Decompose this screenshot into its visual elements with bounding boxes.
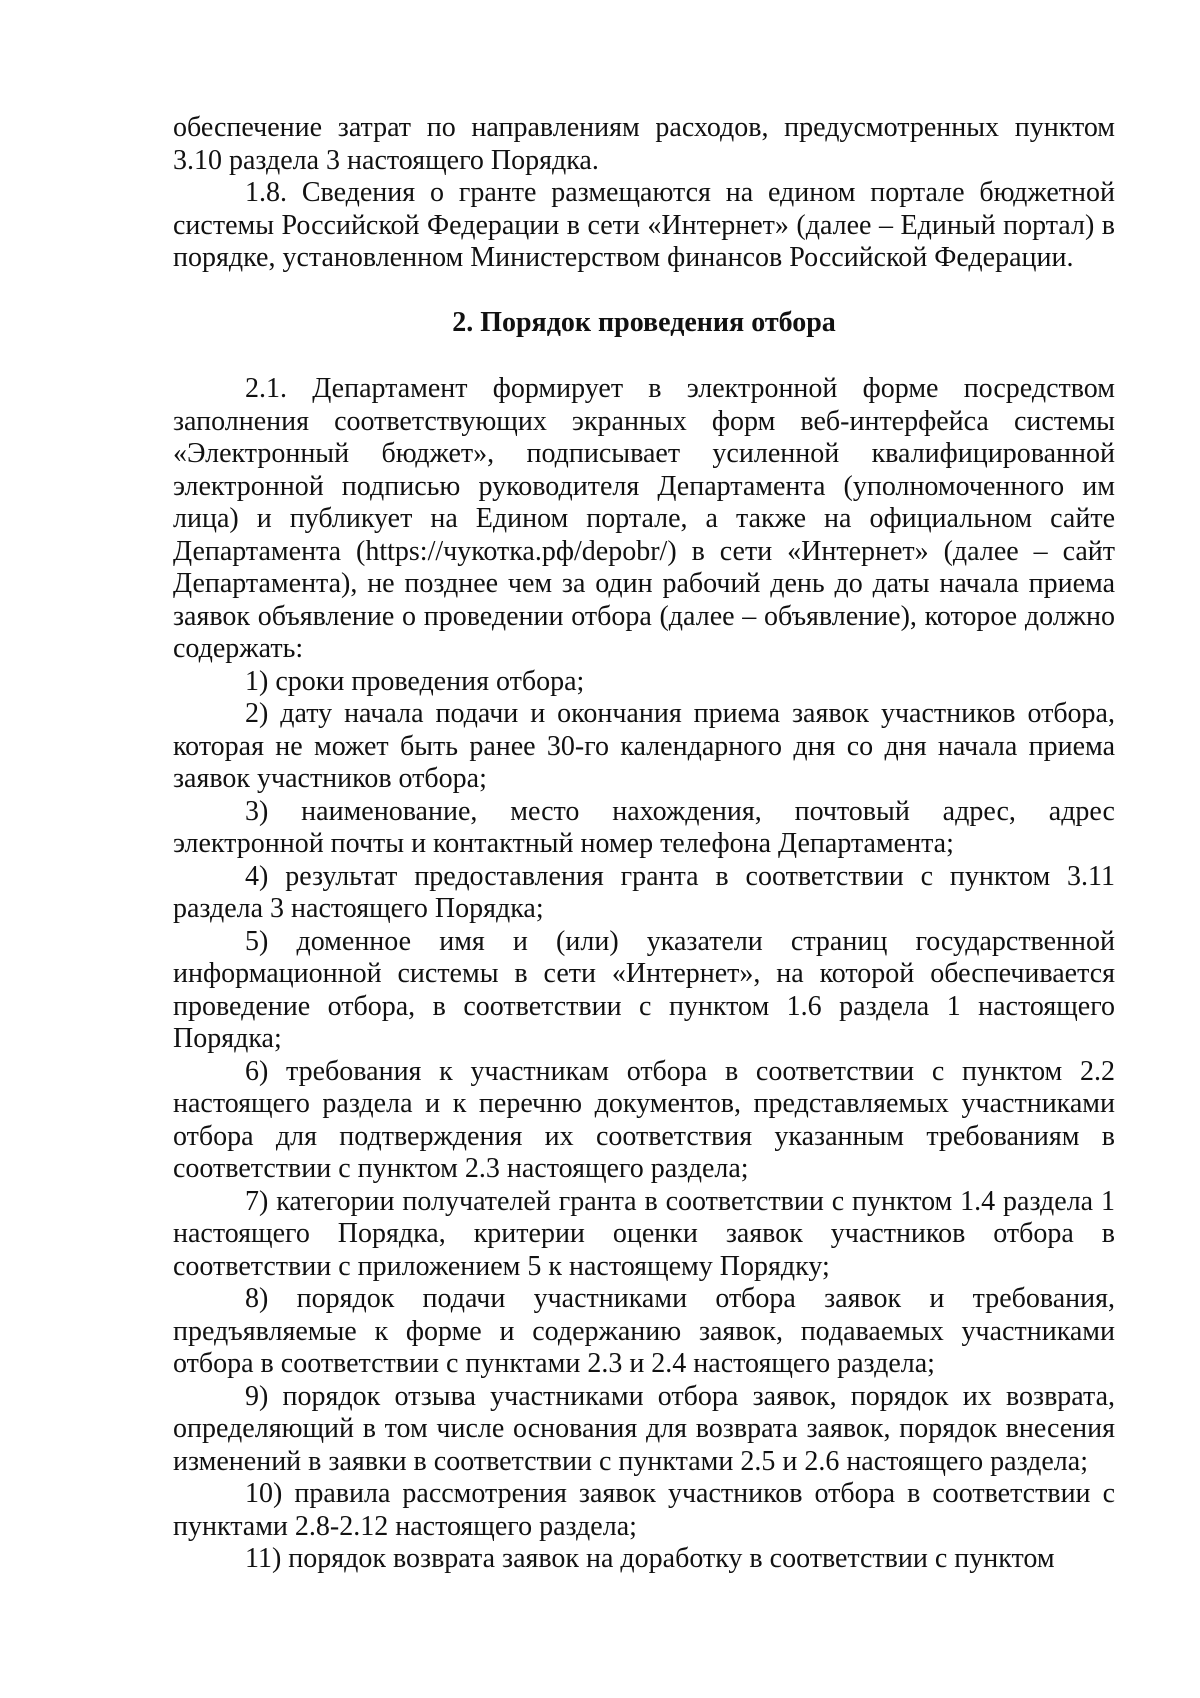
- list-item-8: 8) порядок подачи участниками отбора заявок и требования, предъявляемые к форме и содержанию заявок, подаваемых участниками отбора в соответствии с пунктами 2.3 и 2.4 настоящего раздела;: [173, 1283, 1115, 1379]
- paragraph-2-1: 2.1. Департамент формирует в электронной форме посредством заполнения соответствующих экранных форм веб-интерфейса системы «Электронный бюджет», подписывает усиленной квалифицированной электронной подписью руководителя Департамента (уполномоченного им лица) и публикует на Едином портале, а также на официальном сайте Департамента (https://чукотка.рф/depobr/) в сети «Интернет» (далее – сайт Департамента), не позднее чем за один рабочий день до даты начала приема заявок объявление о проведении отбора (далее – объявление), которое должно содержать:: [173, 373, 1115, 664]
- list-item-4: 4) результат предоставления гранта в соответствии с пунктом 3.11 раздела 3 настоящего Порядка;: [173, 860, 1115, 924]
- list-item-6: 6) требования к участникам отбора в соответствии с пунктом 2.2 настоящего раздела и к перечню документов, представляемых участниками отбора для подтверждения их соответствия указанным требованиям в соответствии с пунктом 2.3 настоящего раздела;: [173, 1055, 1115, 1184]
- paragraph-1-8: 1.8. Сведения о гранте размещаются на едином портале бюджетной системы Российской Федерации в сети «Интернет» (далее – Единый портал) в порядке, установленном Министерством финансов Российской Федерации.: [173, 177, 1115, 273]
- document-page: [173, 112, 1115, 1576]
- list-item-9: 9) порядок отзыва участниками отбора заявок, порядок их возврата, определяющий в том числе основания для возврата заявок, порядок внесения изменений в заявки в соответствии с пунктами 2.5 и 2.6 настоящего раздела;: [173, 1380, 1115, 1477]
- list-item-1: 1) сроки проведения отбора;: [245, 665, 585, 697]
- list-item-11: 11) порядок возврата заявок на доработку в соответствии с пунктом: [245, 1543, 1055, 1574]
- list-item-5: 5) доменное имя и (или) указатели страниц государственной информационной системы в сети «Интернет», на которой обеспечивается проведение отбора, в соответствии с пунктом 1.6 раздела 1 настоящего Порядка;: [173, 925, 1115, 1054]
- section-heading: 2. Порядок проведения отбора: [452, 306, 836, 338]
- paragraph-top-1: обеспечение затрат по направлениям расходов, предусмотренных пунктом 3.10 раздела 3 настоящего Порядка.: [173, 112, 1115, 176]
- list-item-3: 3) наименование, место нахождения, почтовый адрес, адрес электронной почты и контактный номер телефона Департамента;: [173, 795, 1115, 859]
- paragraphs-before-heading: [173, 112, 1115, 275]
- list-item-2: 2) дату начала подачи и окончания приема заявок участников отбора, которая не может быть ранее 30-го календарного дня со дня начала приема заявок участников отбора;: [173, 698, 1115, 794]
- list-item-10: 10) правила рассмотрения заявок участников отбора в соответствии с пунктами 2.8-2.12 настоящего раздела;: [173, 1478, 1115, 1542]
- section-2-body: [173, 373, 1115, 1576]
- list-item-7: 7) категории получателей гранта в соответствии с пунктом 1.4 раздела 1 настоящего Порядка, критерии оценки заявок участников отбора в соответствии с приложением 5 к настоящему Порядку;: [173, 1185, 1115, 1282]
